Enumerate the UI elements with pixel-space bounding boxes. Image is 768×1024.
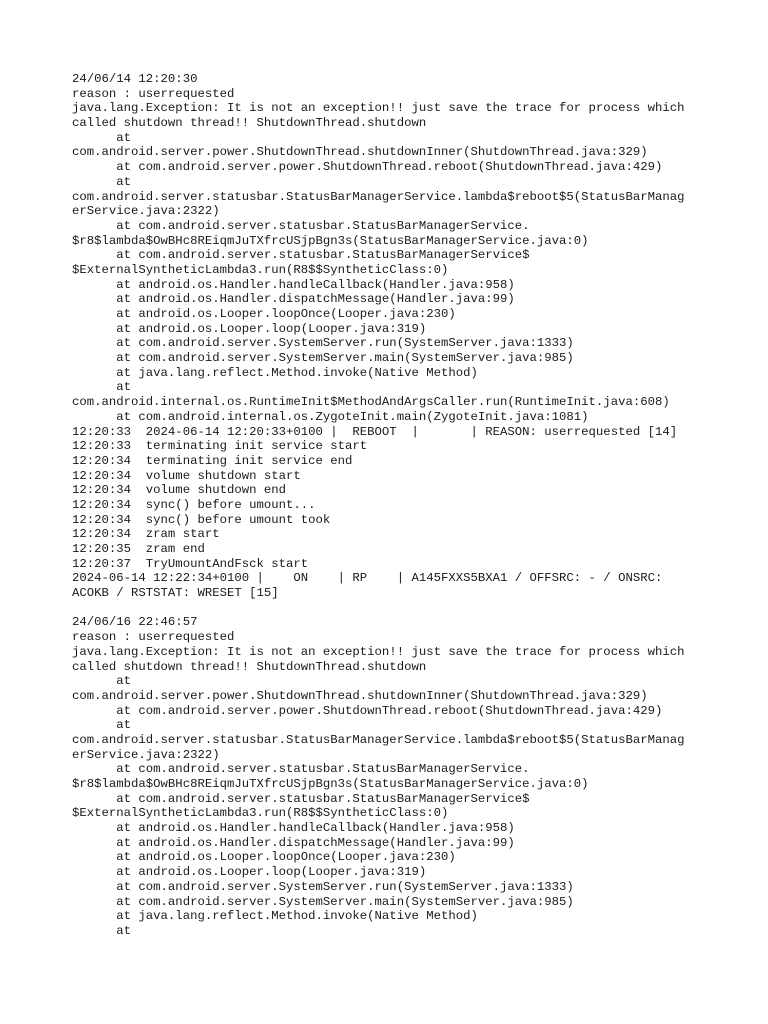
log-line: at xyxy=(72,718,132,733)
log-line: at com.android.server.statusbar.StatusBarManagerService. xyxy=(72,218,530,233)
log-line: at android.os.Handler.dispatchMessage(Handler.java:99) xyxy=(72,835,515,850)
log-line: called shutdown thread!! ShutdownThread.shutdown xyxy=(72,659,427,674)
log-line: reason : userrequested xyxy=(72,86,235,101)
log-line: 12:20:35 zram end xyxy=(72,542,205,556)
log-line: at android.os.Looper.loopOnce(Looper.java:230) xyxy=(72,307,456,321)
log-line: at java.lang.reflect.Method.invoke(Native Method) xyxy=(72,365,478,380)
log-line: at xyxy=(72,174,132,189)
log-line: at com.android.server.power.ShutdownThread.reboot(ShutdownThread.java:429) xyxy=(72,160,663,175)
log-line: com.android.server.statusbar.StatusBarManagerService.lambda$reboot$5(StatusBarManag xyxy=(72,732,685,747)
log-entry-2 xyxy=(72,615,712,938)
log-line: $r8$lambda$OwBHc8REiqmJuTXfrcUSjpBgn3s(StatusBarManagerService.java:0) xyxy=(72,233,589,248)
log-line: java.lang.Exception: It is not an exception!! just save the trace for process which xyxy=(72,644,685,659)
log-line: com.android.server.statusbar.StatusBarManagerService.lambda$reboot$5(StatusBarManag xyxy=(72,189,685,204)
log-line: at android.os.Looper.loopOnce(Looper.java:230) xyxy=(72,850,456,865)
log-line: $ExternalSyntheticLambda3.run(R8$$SyntheticClass:0) xyxy=(72,806,449,821)
log-line: 12:20:33 2024-06-14 12:20:33+0100 | REBOOT | | REASON: userrequested [14] xyxy=(72,424,678,439)
log-line: at com.android.server.statusbar.StatusBarManagerService$ xyxy=(72,248,530,263)
log-line: $ExternalSyntheticLambda3.run(R8$$SyntheticClass:0) xyxy=(72,262,449,277)
log-line: 12:20:33 terminating init service start xyxy=(72,439,368,454)
log-line: at xyxy=(72,130,132,145)
log-line: at com.android.server.SystemServer.run(SystemServer.java:1333) xyxy=(72,879,574,894)
log-line: at android.os.Handler.handleCallback(Handler.java:958) xyxy=(72,277,515,292)
log-line: at xyxy=(72,380,132,395)
log-line: erService.java:2322) xyxy=(72,747,220,762)
log-line: erService.java:2322) xyxy=(72,204,220,219)
log-line: $r8$lambda$OwBHc8REiqmJuTXfrcUSjpBgn3s(StatusBarManagerService.java:0) xyxy=(72,777,589,791)
log-line: com.android.server.power.ShutdownThread.shutdownInner(ShutdownThread.java:329) xyxy=(72,145,648,160)
log-line: at com.android.server.power.ShutdownThread.reboot(ShutdownThread.java:429) xyxy=(72,703,663,718)
log-document xyxy=(72,72,712,939)
log-line: com.android.internal.os.RuntimeInit$MethodAndArgsCaller.run(RuntimeInit.java:608) xyxy=(72,395,670,410)
log-line: 12:20:34 zram start xyxy=(72,527,220,542)
log-line: 12:20:34 volume shutdown start xyxy=(72,468,301,483)
log-line: 2024-06-14 12:22:34+0100 | ON | RP | A145FXXS5BXA1 / OFFSRC: - / ONSRC: xyxy=(72,571,663,586)
log-line: at com.android.internal.os.ZygoteInit.main(ZygoteInit.java:1081) xyxy=(72,409,589,424)
log-line: at com.android.server.SystemServer.main(SystemServer.java:985) xyxy=(72,351,574,366)
log-line: at xyxy=(72,923,132,938)
log-line: 24/06/14 12:20:30 xyxy=(72,72,198,86)
log-line: 12:20:34 sync() before umount took xyxy=(72,512,331,527)
log-line: at com.android.server.SystemServer.run(SystemServer.java:1333) xyxy=(72,336,574,351)
log-line: at com.android.server.SystemServer.main(SystemServer.java:985) xyxy=(72,894,574,909)
log-line: at com.android.server.statusbar.StatusBarManagerService$ xyxy=(72,791,530,806)
entry-separator xyxy=(72,601,712,616)
log-line: 24/06/16 22:46:57 xyxy=(72,615,198,630)
log-line: 12:20:34 terminating init service end xyxy=(72,453,353,468)
log-line: java.lang.Exception: It is not an exception!! just save the trace for process which xyxy=(72,101,685,116)
log-line: com.android.server.power.ShutdownThread.shutdownInner(ShutdownThread.java:329) xyxy=(72,688,648,703)
log-line: 12:20:34 volume shutdown end xyxy=(72,483,287,498)
log-line: reason : userrequested xyxy=(72,630,235,645)
log-line: at android.os.Handler.dispatchMessage(Handler.java:99) xyxy=(72,292,515,307)
log-line: 12:20:34 sync() before umount... xyxy=(72,497,316,512)
log-line: at java.lang.reflect.Method.invoke(Native Method) xyxy=(72,909,478,924)
log-line: at com.android.server.statusbar.StatusBarManagerService. xyxy=(72,762,530,777)
log-line: at android.os.Looper.loop(Looper.java:319) xyxy=(72,865,427,880)
log-line: called shutdown thread!! ShutdownThread.shutdown xyxy=(72,116,427,131)
log-line: at android.os.Looper.loop(Looper.java:319) xyxy=(72,321,427,336)
log-line: 12:20:37 TryUmountAndFsck start xyxy=(72,556,309,571)
log-entry-1 xyxy=(72,72,712,601)
log-line: ACOKB / RSTSTAT: WRESET [15] xyxy=(72,586,279,601)
log-line: at xyxy=(72,674,132,689)
log-line: at android.os.Handler.handleCallback(Handler.java:958) xyxy=(72,821,515,836)
